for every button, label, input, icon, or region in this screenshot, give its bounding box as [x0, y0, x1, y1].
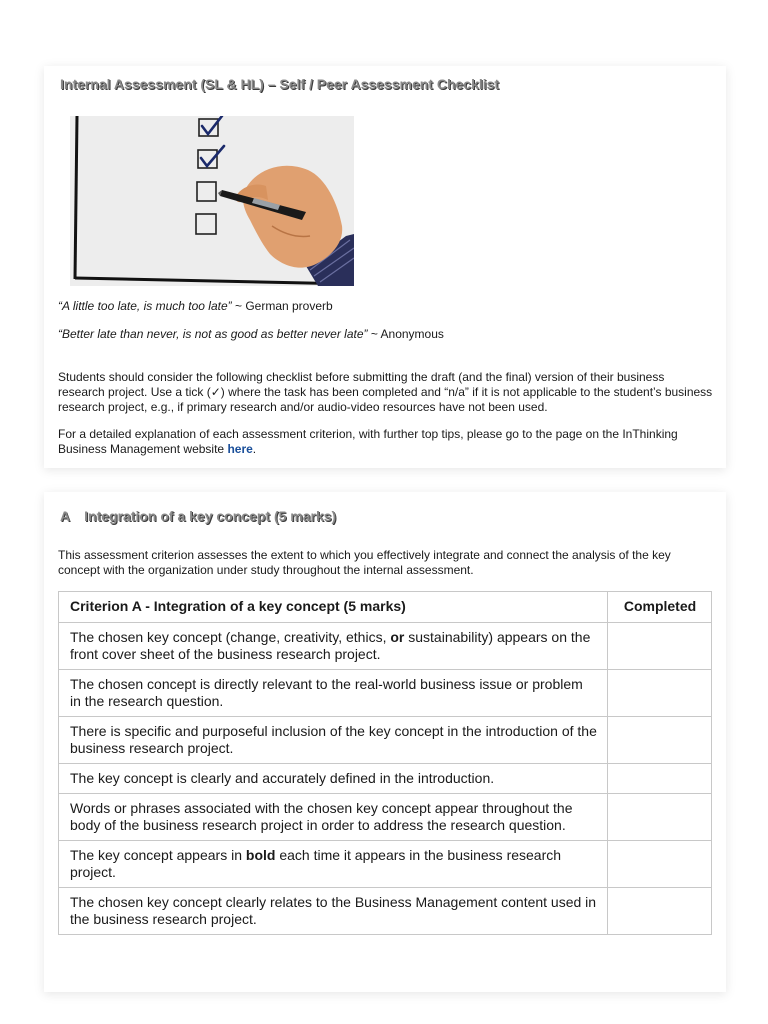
checklist-illustration: [70, 116, 354, 286]
column-header-completed: Completed: [608, 592, 712, 623]
table-row: [59, 670, 712, 717]
quote-german-proverb: [58, 299, 333, 313]
table-row: [59, 623, 712, 670]
item-text: The chosen key concept clearly relates to the Business Management content used in the business research project.: [70, 894, 597, 927]
bold-text: bold: [245, 847, 276, 863]
website-paragraph-text: For a detailed explanation of each assessment criterion, with further top tips, please go to the page on the InThinking Business Management website: [58, 427, 678, 456]
bold-text: or: [390, 629, 405, 645]
item-text: The chosen key concept (change, creativity, ethics,: [70, 629, 391, 645]
intro-paragraph: Students should consider the following checklist before submitting the draft (and the final) version of their business research project. Use a tick (✓) where the task has been completed and “n/a” if it is not applicable to the student’s business research project, e.g., if primary research and/or audio-video resources have not been used.: [58, 370, 713, 414]
item-text: The key concept appears in: [70, 847, 246, 863]
criterion-heading-text: Integration of a key concept (5 marks): [84, 508, 337, 524]
checklist-item-text: [59, 623, 608, 670]
table-row: [59, 841, 712, 888]
intro-card: [44, 66, 726, 468]
checklist-item-text: [59, 670, 608, 717]
table-row: [59, 717, 712, 764]
checklist-item-text: [59, 841, 608, 888]
completed-cell[interactable]: [608, 841, 712, 888]
table-row: [59, 888, 712, 935]
criterion-letter: A: [60, 508, 71, 524]
criterion-a-checklist-table: [58, 591, 712, 935]
item-text: The chosen concept is directly relevant to the real-world business issue or problem in the research question.: [70, 676, 583, 709]
item-text: each time it appears in the business research project.: [70, 847, 562, 880]
completed-cell[interactable]: [608, 888, 712, 935]
completed-cell[interactable]: [608, 717, 712, 764]
item-text: Words or phrases associated with the chosen key concept appear throughout the body of the business research project in order to address the research question.: [70, 800, 573, 833]
column-header-criterion: Criterion A - Integration of a key concept (5 marks): [59, 592, 608, 623]
quote-attribution: ~ German proverb: [231, 299, 333, 313]
checklist-item-text: [59, 888, 608, 935]
quote-text: “Better late than never, is not as good as better never late”: [58, 327, 368, 341]
item-text: The key concept is clearly and accurately defined in the introduction.: [70, 770, 495, 786]
here-link[interactable]: here: [227, 442, 253, 456]
completed-cell[interactable]: [608, 794, 712, 841]
item-text: There is specific and purposeful inclusion of the key concept in the introduction of the business research project.: [70, 723, 597, 756]
completed-cell[interactable]: [608, 670, 712, 717]
website-paragraph-end: .: [252, 442, 257, 456]
hand-checking-boxes-icon: [70, 116, 354, 286]
website-paragraph: [58, 427, 714, 457]
criterion-a-description: This assessment criterion assesses the extent to which you effectively integrate and connect the analysis of the key concept with the organization under study throughout the internal assessment.: [58, 548, 671, 577]
checklist-item-text: [59, 764, 608, 794]
checklist-item-text: [59, 794, 608, 841]
quote-attribution: ~ Anonymous: [367, 327, 444, 341]
table-row: [59, 764, 712, 794]
table-row: [59, 794, 712, 841]
table-header-row: [59, 592, 712, 623]
item-text: sustainability) appears on the front cover sheet of the business research project.: [70, 629, 591, 662]
page-title: Internal Assessment (SL & HL) – Self / Peer Assessment Checklist: [60, 76, 500, 92]
quote-anonymous: [58, 327, 444, 341]
criterion-a-card: [44, 492, 726, 992]
checklist-item-text: [59, 717, 608, 764]
quote-text: “A little too late, is much too late”: [58, 299, 232, 313]
completed-cell[interactable]: [608, 623, 712, 670]
completed-cell[interactable]: [608, 764, 712, 794]
criterion-a-heading: [60, 508, 336, 524]
